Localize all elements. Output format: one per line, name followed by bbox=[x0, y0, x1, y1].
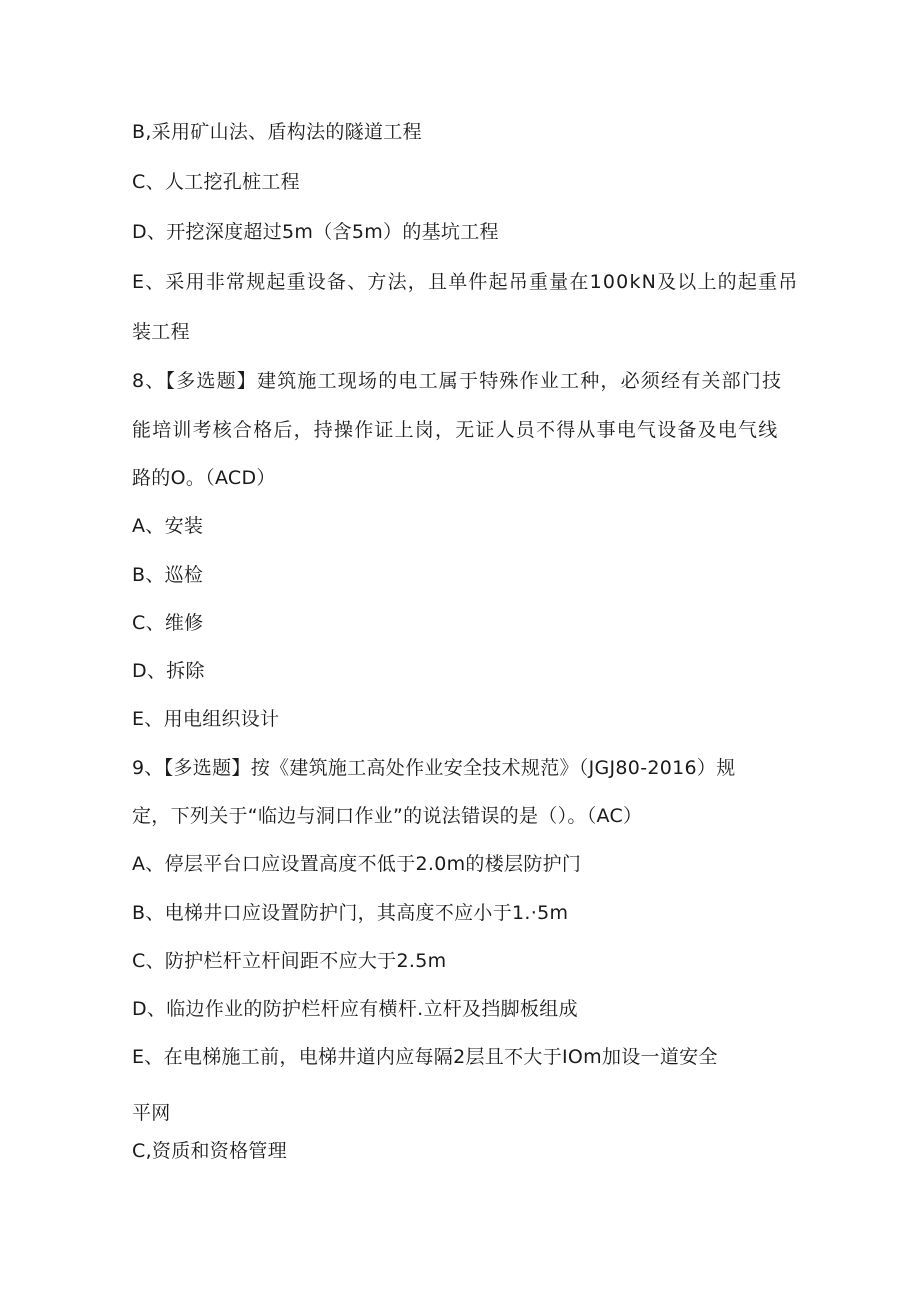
q8-option-c: C、维修 bbox=[132, 612, 204, 634]
q9-option-b: B、电梯井口应设置防护门，其高度不应小于1.·5m bbox=[132, 902, 569, 924]
q8-option-b: B、巡检 bbox=[132, 564, 204, 586]
q9-option-d: D、临边作业的防护栏杆应有横杆.立杆及挡脚板组成 bbox=[132, 998, 578, 1020]
option-b-tunnel: B,采用矿山法、盾构法的隧道工程 bbox=[132, 121, 422, 143]
q9-option-e-cont: 平网 bbox=[132, 1102, 171, 1124]
option-e-lifting: E、采用非常规起重设备、方法，且单件起吊重量在100kN及以上的起重吊 bbox=[132, 271, 799, 293]
option-c-pile: C、人工挖孔桩工程 bbox=[132, 171, 300, 193]
option-c-qualification: C,资质和资格管理 bbox=[132, 1140, 288, 1162]
q9-option-e: E、在电梯施工前，电梯井道内应每隔2层且不大于IOm加设一道安全 bbox=[132, 1046, 718, 1068]
option-e-lifting-cont: 装工程 bbox=[132, 321, 190, 343]
option-d-pit: D、开挖深度超过5m（含5m）的基坑工程 bbox=[132, 221, 499, 243]
q8-option-d: D、拆除 bbox=[132, 660, 205, 682]
question-8-line-3: 路的O。（ACD） bbox=[132, 467, 276, 489]
question-8-line-1: 8、【多选题】建筑施工现场的电工属于特殊作业工种，必须经有关部门技 bbox=[132, 370, 783, 392]
question-8-line-2: 能培训考核合格后，持操作证上岗，无证人员不得从事电气设备及电气线 bbox=[132, 419, 779, 441]
q8-option-a: A、安装 bbox=[132, 515, 204, 537]
question-9-line-1: 9、【多选题】按《建筑施工高处作业安全技术规范》（JGJ80-2016）规 bbox=[132, 757, 736, 779]
q9-option-c: C、防护栏杆立杆间距不应大于2.5m bbox=[132, 950, 447, 972]
q8-option-e: E、用电组织设计 bbox=[132, 708, 280, 730]
q9-option-a: A、停层平台口应设置高度不低于2.0m的楼层防护门 bbox=[132, 853, 582, 875]
question-9-line-2: 定，下列关于“临边与洞口作业”的说法错误的是（）。（AC） bbox=[132, 805, 643, 827]
